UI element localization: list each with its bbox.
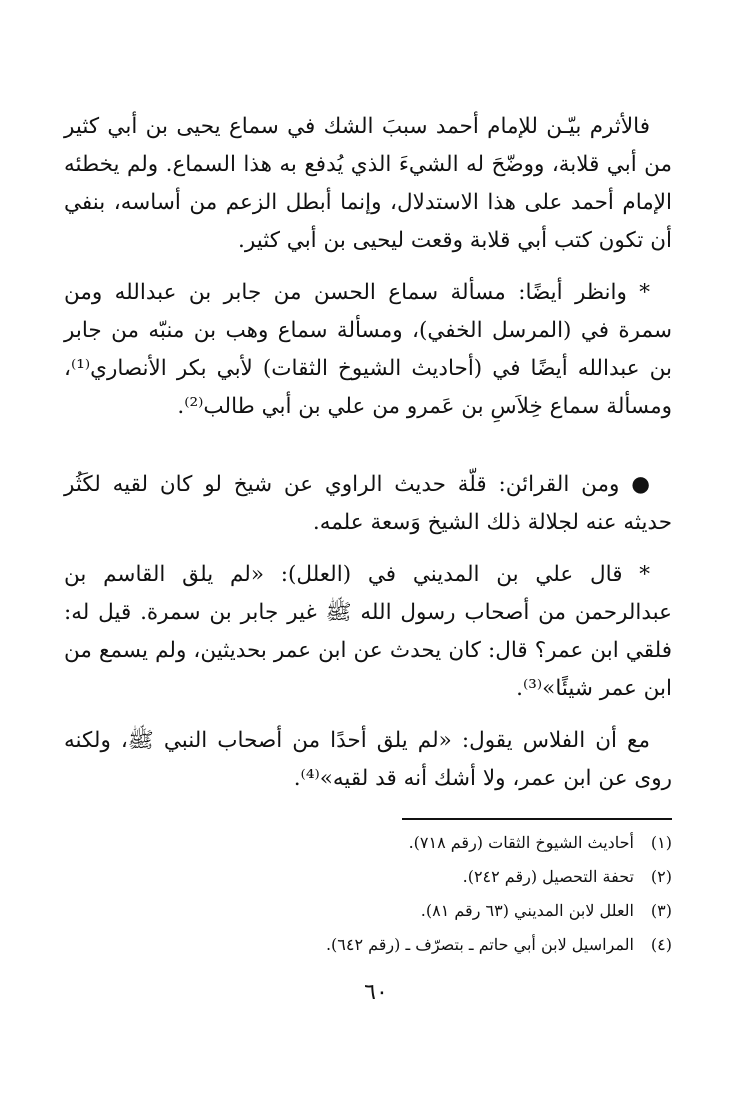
footnote-text: تحفة التحصيل (رقم ٢٤٢). bbox=[462, 867, 634, 886]
footnote-text: أحاديث الشيوخ الثقات (رقم ٧١٨). bbox=[408, 833, 634, 852]
footnote-text: العلل لابن المديني (٦٣ رقم ٨١). bbox=[420, 901, 634, 920]
main-text bbox=[64, 108, 672, 798]
footnote-item bbox=[80, 826, 672, 860]
footnotes bbox=[80, 826, 672, 962]
footnote-text: المراسيل لابن أبي حاتم ـ بتصرّف ـ (رقم ٦٤٢). bbox=[325, 935, 634, 954]
paragraph-ibn-madini: * قال علي بن المديني في (العلل): «لم يلق القاسم بن عبدالرحمن من أصحاب رسول الله ﷺ غير جابر بن سمرة. قيل له: فلقي ابن عمر؟ قال: كان يحدث عن ابن عمر بحديثين، ولم يسمع من ابن عمر شيئًا»⁽³⁾. bbox=[64, 562, 672, 701]
footnote-divider bbox=[402, 818, 672, 820]
footnote-item bbox=[80, 928, 672, 962]
footnote-number: (٣) bbox=[650, 901, 672, 920]
footnote-item bbox=[80, 894, 672, 928]
paragraph-athram: فالأثرم بيّـن للإمام أحمد سببَ الشك في سماع يحيى بن أبي كثير من أبي قلابة، ووضّحَ له الشيءَ الذي يُدفع به هذا السماع. ولم يخطئه الإمام أحمد على هذا الاستدلال، وإنما أبطل الزعم من أساسه، بنفي أن تكون كتب أبي قلابة وقعت ليحيى بن أبي كثير. bbox=[64, 114, 672, 253]
paragraph-fallas: مع أن الفلاس يقول: «لم يلق أحدًا من أصحاب النبي ﷺ، ولكنه روى عن ابن عمر، ولا أشك أنه قد لقيه»⁽⁴⁾. bbox=[64, 728, 672, 791]
paragraph-see-also: * وانظر أيضًا: مسألة سماع الحسن من جابر بن عبدالله ومن سمرة في (المرسل الخفي)، ومسألة سماع وهب بن منبّه من جابر بن عبدالله أيضًا في (أحاديث الشيوخ الثقات) لأبي بكر الأنصاري⁽¹⁾، ومسألة سماع خِلاَسِ بن عَمرو من علي بن أبي طالب⁽²⁾. bbox=[64, 280, 672, 419]
footnote-number: (٢) bbox=[650, 867, 672, 886]
page-number: ٦٠ bbox=[364, 980, 388, 1005]
footnote-item bbox=[80, 860, 672, 894]
footnote-number: (٤) bbox=[650, 935, 672, 954]
footnote-number: (١) bbox=[650, 833, 672, 852]
paragraph-qarain: ● ومن القرائن: قلّة حديث الراوي عن شيخ لو كان لقيه لكَثُر حديثه عنه لجلالة ذلك الشيخ وَسعة علمه. bbox=[64, 472, 672, 535]
